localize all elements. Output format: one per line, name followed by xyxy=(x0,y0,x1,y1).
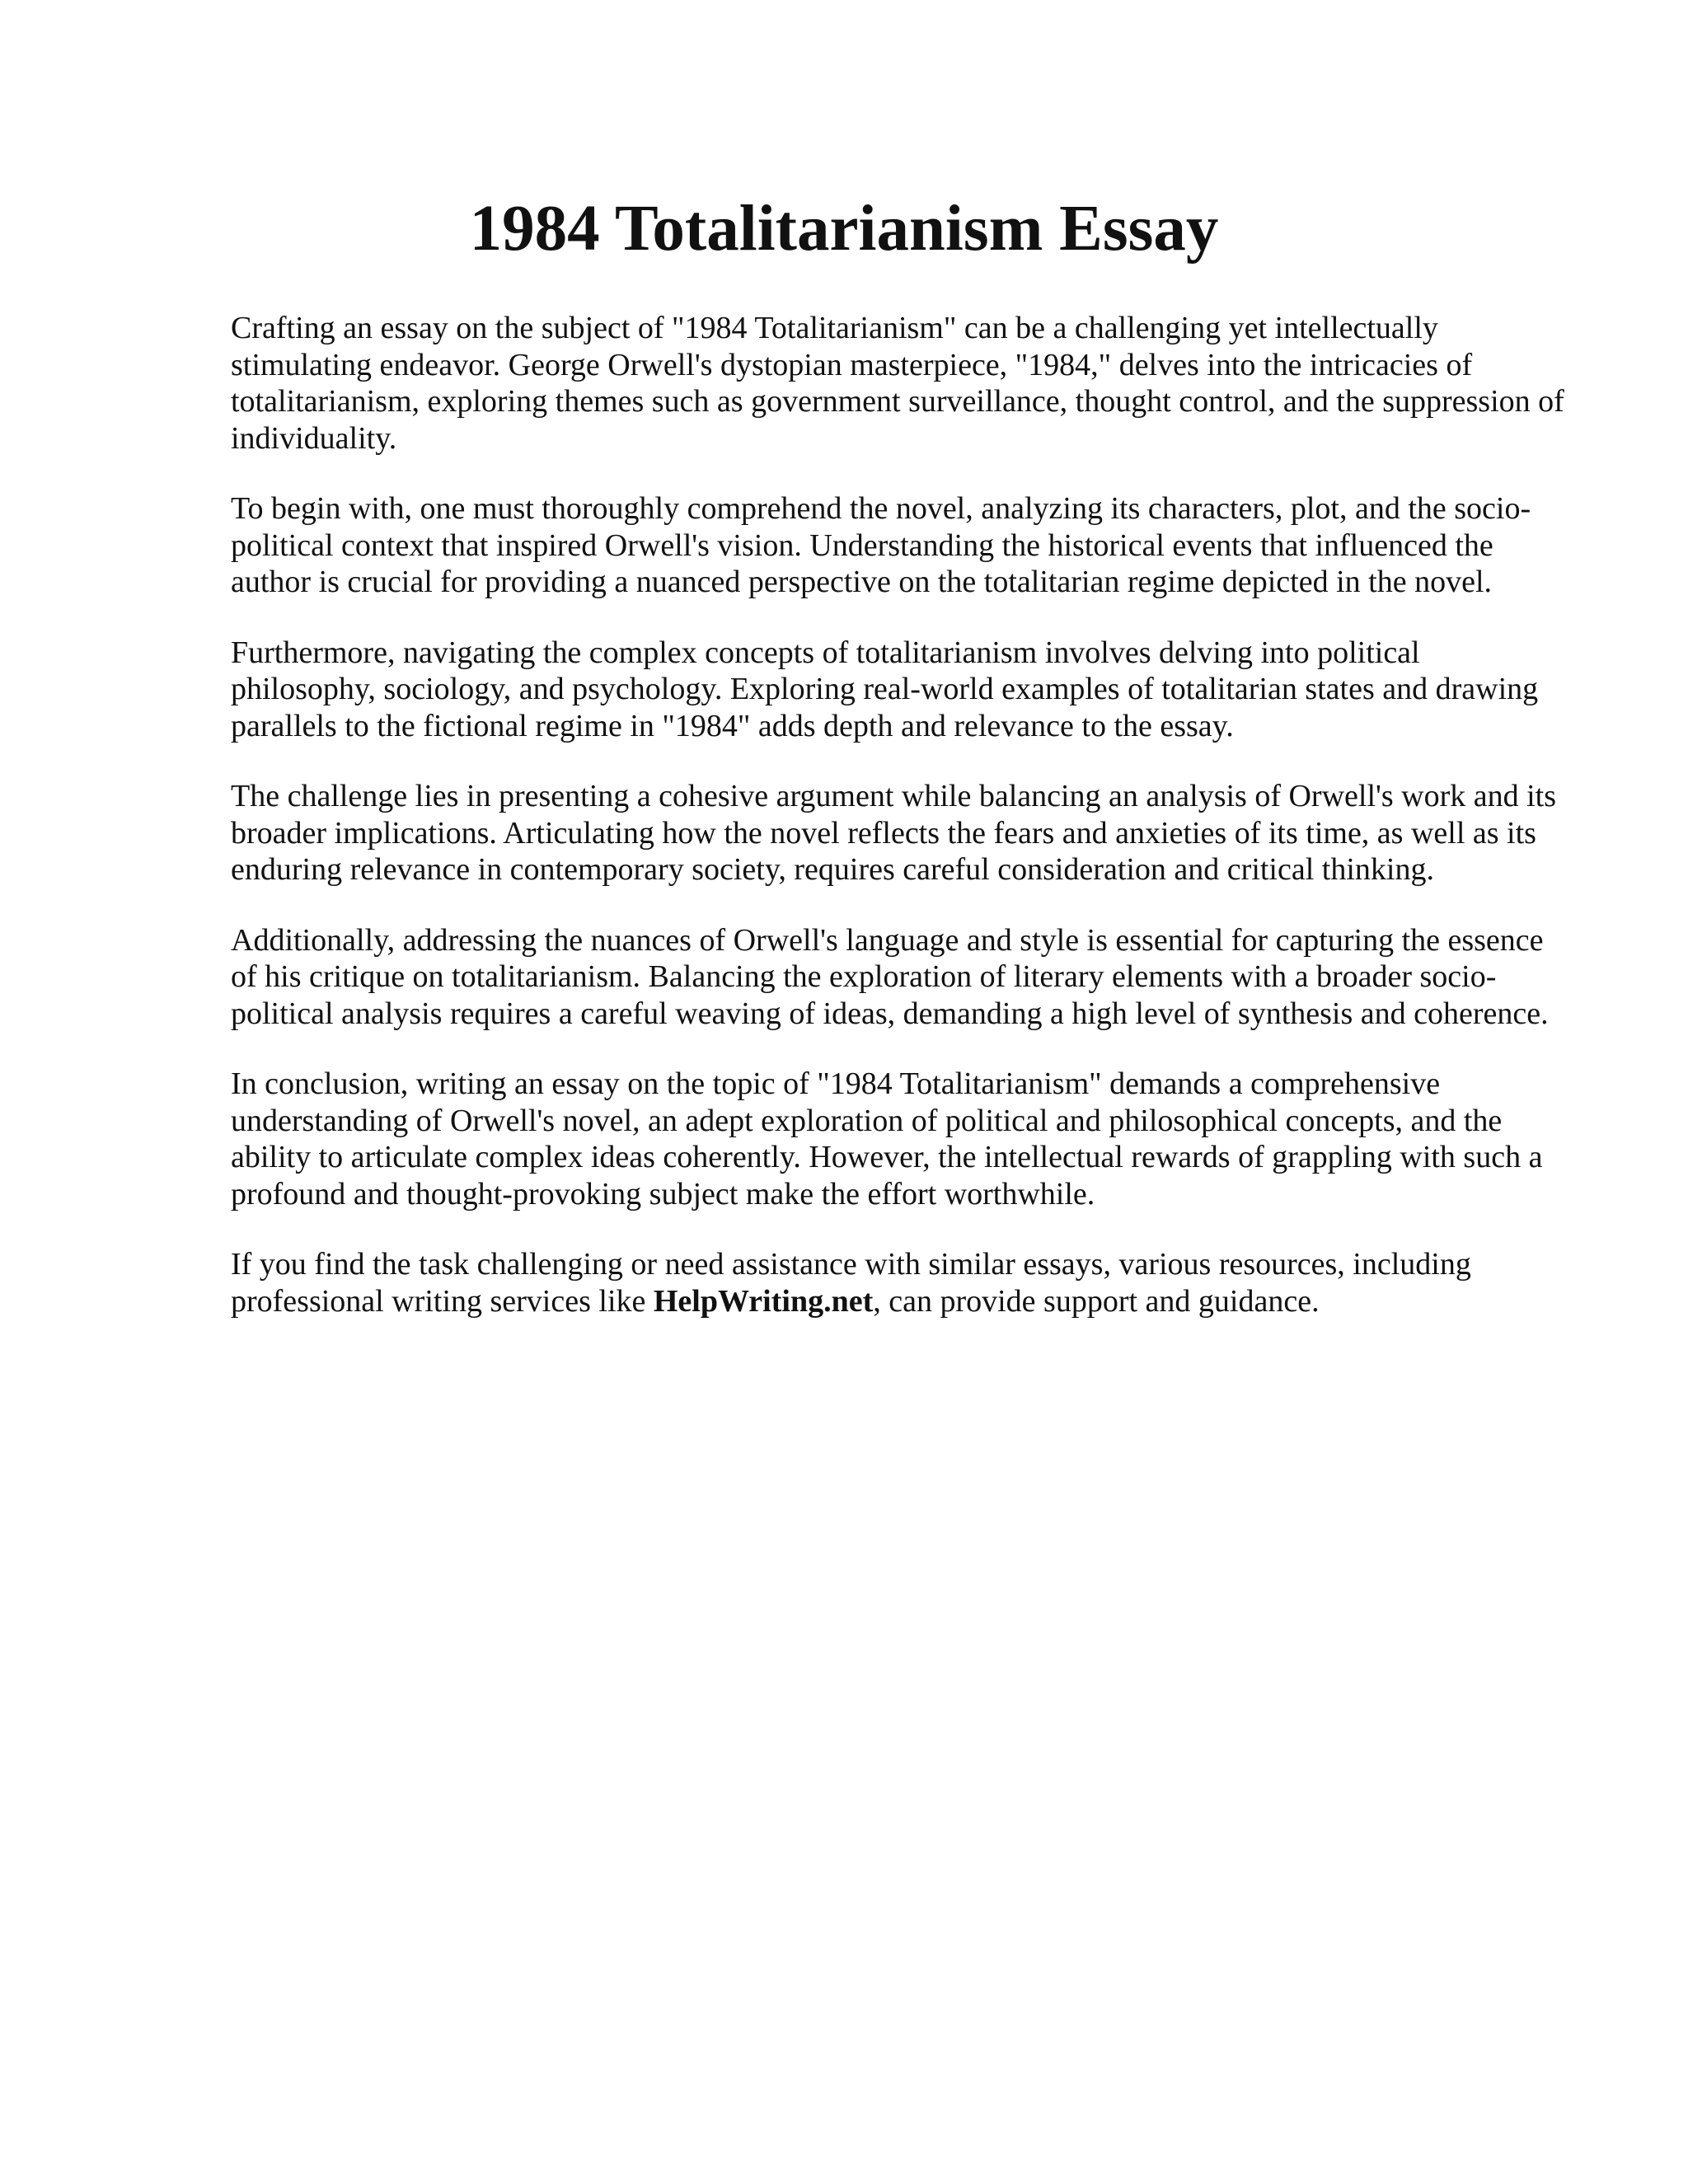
closing-text-after: , can provide support and guidance. xyxy=(873,1283,1320,1319)
brand-name: HelpWriting.net xyxy=(653,1283,874,1319)
paragraph-concepts: Furthermore, navigating the complex concepts of totalitarianism involves delving into political philosophy, sociology, and psychology. Exploring real-world examples of totalitarian states and drawing parallels to the fictional regime in "1984" adds depth and relevance to the essay. xyxy=(231,635,1539,743)
paragraph-challenge: The challenge lies in presenting a cohesive argument while balancing an analysis of Orwell's work and its broader implications. Articulating how the novel reflects the fears and anxieties of its time, as well as its enduring relevance in contemporary society, requires careful consideration and critical thinking. xyxy=(231,779,1557,887)
document-title: 1984 Totalitarianism Essay xyxy=(469,193,1219,265)
paragraph-conclusion: In conclusion, writing an essay on the topic of "1984 Totalitarianism" demands a comprehensive understanding of Orwell's novel, an adept exploration of political and philosophical concepts, and the ability to articulate complex ideas coherently. However, the intellectual rewards of grappling with such a profound and thought-provoking subject make the effort worthwhile. xyxy=(231,1066,1543,1212)
closing-text-before: If you find the task challenging or need assistance with similar essays, various resources, including professional writing services like xyxy=(231,1247,1471,1319)
paragraph-style: Additionally, addressing the nuances of Orwell's language and style is essential for capturing the essence of his critique on totalitarianism. Balancing the exploration of literary elements with a broader socio-political analysis requires a careful weaving of ideas, demanding a high level of synthesis and coherence. xyxy=(231,922,1549,1031)
paragraph-closing xyxy=(231,1246,1566,1319)
paragraph-intro: Crafting an essay on the subject of "1984 Totalitarianism" can be a challenging yet intellectually stimulating endeavor. George Orwell's dystopian masterpiece, "1984," delves into the intricacies of totalitarianism, exploring themes such as government surveillance, thought control, and the suppression of individuality. xyxy=(231,311,1564,456)
paragraph-comprehension: To begin with, one must thoroughly comprehend the novel, analyzing its characters, plot, and the socio-political context that inspired Orwell's vision. Understanding the historical events that influenced the author is crucial for providing a nuanced perspective on the totalitarian regime depicted in the novel. xyxy=(231,491,1531,599)
essay-body xyxy=(231,310,1566,1353)
